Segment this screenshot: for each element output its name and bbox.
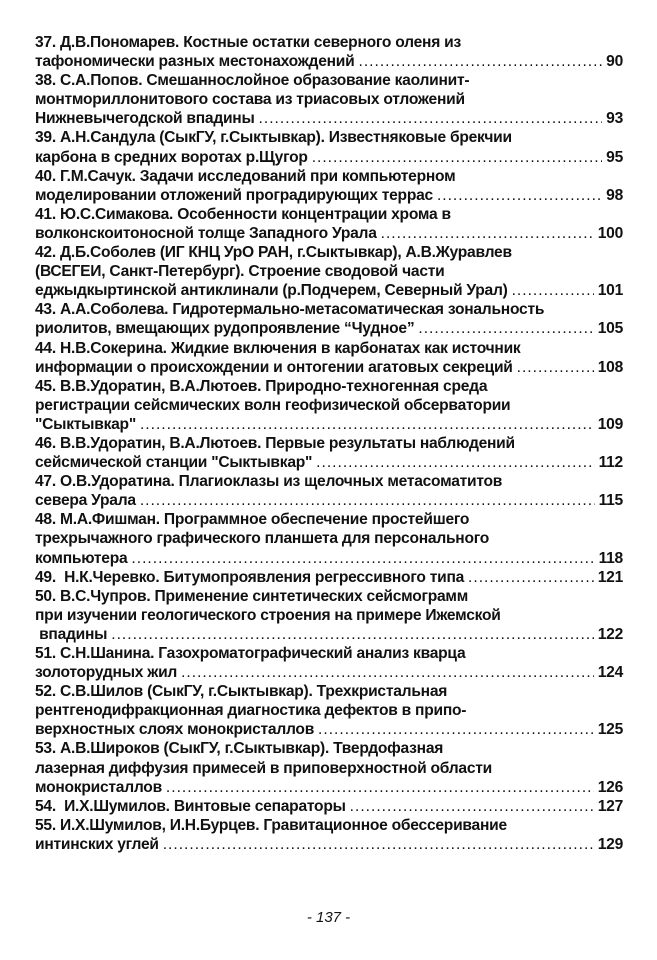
toc-entry-last-line [35, 491, 623, 510]
entry-text: 47. О.В.Удоратина. Плагиоклазы из щелочных метасоматитов [35, 473, 503, 491]
entry-text: информации о происхождении и онтогении агатовых секреций [35, 358, 513, 376]
toc-entry-line [35, 339, 623, 358]
entry-page-number: 115 [598, 492, 623, 510]
entry-page-number: 100 [597, 224, 623, 242]
entry-page-number: 125 [597, 721, 623, 739]
entry-text: 55. И.Х.Шумилов, И.Н.Бурцев. Гравитационное обессеривание [35, 816, 507, 834]
entry-text: тафономически разных местонахождений [35, 53, 355, 71]
toc-entry [35, 300, 623, 338]
leader-dots [140, 415, 594, 434]
toc-entry [35, 167, 623, 205]
entry-text: 49. Н.К.Черевко. Битумопроявления регрессивного типа [35, 568, 465, 586]
leader-dots [312, 148, 602, 167]
toc-entry [35, 797, 623, 816]
toc-entry-last-line [35, 835, 623, 854]
toc-entry-last-line [35, 453, 623, 472]
entry-text: 42. Д.Б.Соболев (ИГ КНЦ УрО РАН, г.Сыктывкар), А.В.Журавлев [35, 244, 512, 262]
toc-entry-last-line [35, 625, 623, 644]
entry-text: 53. А.В.Широков (СыкГУ, г.Сыктывкар). Твердофазная [35, 740, 444, 758]
toc-entry [35, 568, 623, 587]
entry-text: севера Урала [35, 492, 136, 510]
leader-dots [318, 720, 594, 739]
entry-text: 48. М.А.Фишман. Программное обеспечение простейшего [35, 511, 470, 529]
entry-page-number: 118 [598, 549, 623, 567]
leader-dots [111, 625, 593, 644]
entry-text: 39. А.Н.Сандула (СыкГУ, г.Сыктывкар). Известняковые брекчии [35, 129, 512, 147]
entry-text: золоторудных жил [35, 664, 178, 682]
leader-dots [259, 109, 603, 128]
toc-entry [35, 510, 623, 567]
entry-text: 50. В.С.Чупров. Применение синтетических сейсмограмм [35, 587, 468, 605]
leader-dots [381, 224, 594, 243]
entry-page-number: 108 [597, 358, 623, 376]
entry-text: моделировании отложений проградирующих террас [35, 186, 433, 204]
toc-entry-last-line [35, 109, 623, 128]
entry-text: 37. Д.В.Пономарев. Костные остатки северного оленя из [35, 34, 461, 51]
leader-dots [468, 568, 594, 587]
entry-text: впадины [35, 625, 108, 643]
entry-page-number: 101 [597, 282, 623, 300]
toc-entry-line [35, 243, 623, 262]
toc-entry-last-line [35, 549, 623, 568]
toc-entry-line [35, 472, 623, 491]
entry-text: при изучении геологического строения на примере Ижемской [35, 606, 501, 624]
leader-dots [163, 835, 594, 854]
toc-entry [35, 243, 623, 300]
entry-text: монтмориллонитового состава из триасовых отложений [35, 91, 465, 109]
toc-entry [35, 472, 623, 510]
entry-text: 43. А.А.Соболева. Гидротермально-метасоматическая зональность [35, 301, 545, 319]
toc-entry-line [35, 434, 623, 453]
entry-text: монокристаллов [35, 778, 162, 796]
toc-entry-line [35, 816, 623, 835]
table-of-contents [35, 33, 623, 854]
entry-text: интинских углей [35, 835, 159, 853]
entry-page-number: 109 [597, 415, 623, 433]
toc-entry-line [35, 682, 623, 701]
toc-entry [35, 816, 623, 854]
toc-entry-line [35, 701, 623, 720]
toc-entry [35, 71, 623, 128]
toc-entry-line [35, 529, 623, 548]
toc-entry-line [35, 262, 623, 281]
entry-text: компьютера [35, 549, 128, 567]
entry-page-number: 105 [597, 320, 623, 338]
entry-text: (ВСЕГЕИ, Санкт-Петербург). Строение сводовой части [35, 263, 445, 281]
entry-text: риолитов, вмещающих рудопроявление “Чудное” [35, 320, 415, 338]
entry-text: 44. Н.В.Сокерина. Жидкие включения в карбонатах как источник [35, 339, 521, 357]
toc-entry-last-line [35, 415, 623, 434]
toc-entry [35, 644, 623, 682]
leader-dots [181, 663, 594, 682]
entry-page-number: 126 [597, 778, 623, 796]
toc-entry-last-line [35, 319, 623, 338]
toc-entry [35, 682, 623, 739]
entry-text: 45. В.В.Удоратин, В.А.Лютоев. Природно-техногенная среда [35, 377, 488, 395]
entry-text: еджыдкыртинской антиклинали (р.Подчерем, Северный Урал) [35, 282, 508, 300]
entry-page-number: 124 [597, 664, 623, 682]
leader-dots [358, 52, 602, 71]
toc-entry-line [35, 396, 623, 415]
entry-text: 41. Ю.С.Симакова. Особенности концентрации хрома в [35, 205, 451, 223]
entry-page-number: 121 [597, 568, 623, 586]
entry-text: карбона в средних воротах р.Щугор [35, 148, 308, 166]
toc-entry-last-line [35, 52, 623, 71]
toc-entry-last-line [35, 720, 623, 739]
toc-entry [35, 377, 623, 434]
toc-entry-line [35, 90, 623, 109]
toc-entry [35, 128, 623, 166]
entry-page-number: 95 [606, 148, 623, 166]
entry-text: 52. С.В.Шилов (СыкГУ, г.Сыктывкар). Трехкристальная [35, 683, 448, 701]
toc-entry-line [35, 739, 623, 758]
toc-entry-line [35, 167, 623, 186]
entry-page-number: 98 [606, 186, 623, 204]
entry-text: трехрычажного графического планшета для персонального [35, 530, 490, 548]
leader-dots [140, 491, 595, 510]
entry-text: верхностных слоях монокристаллов [35, 721, 315, 739]
entry-text: волконскоитоносной толще Западного Урала [35, 224, 377, 242]
toc-entry-line [35, 33, 623, 52]
toc-entry [35, 739, 623, 796]
toc-entry-last-line [35, 358, 623, 377]
toc-entry [35, 339, 623, 377]
toc-entry-line [35, 587, 623, 606]
toc-entry-line [35, 377, 623, 396]
entry-text: "Сыктывкар" [35, 415, 136, 433]
toc-entry-line [35, 510, 623, 529]
toc-entry-line [35, 644, 623, 663]
entry-page-number: 93 [606, 110, 623, 128]
toc-entry [35, 205, 623, 243]
entry-page-number: 122 [597, 625, 623, 643]
leader-dots [166, 778, 594, 797]
toc-entry-last-line [35, 568, 623, 587]
entry-text: лазерная диффузия примесей в приповерхностной области [35, 759, 492, 777]
page-number: - 137 - [306, 909, 351, 926]
entry-text: 46. В.В.Удоратин, В.А.Лютоев. Первые результаты наблюдений [35, 434, 515, 452]
entry-text: рентгенодифракционная диагностика дефектов в припо- [35, 702, 467, 720]
entry-text: 54. И.Х.Шумилов. Винтовые сепараторы [35, 797, 346, 815]
leader-dots [131, 549, 594, 568]
toc-entry [35, 434, 623, 472]
toc-entry-last-line [35, 778, 623, 797]
toc-entry-line [35, 128, 623, 147]
toc-entry-line [35, 759, 623, 778]
toc-entry-last-line [35, 663, 623, 682]
toc-entry-last-line [35, 281, 623, 300]
entry-page-number: 112 [598, 454, 623, 472]
entry-page-number: 127 [597, 797, 623, 815]
entry-text: 51. С.Н.Шанина. Газохроматографический анализ кварца [35, 645, 466, 662]
entry-page-number: 129 [597, 835, 623, 853]
toc-entry-line [35, 205, 623, 224]
entry-text: регистрации сейсмических волн геофизической обсерватории [35, 396, 511, 414]
entry-text: 40. Г.М.Сачук. Задачи исследований при компьютерном [35, 167, 456, 185]
leader-dots [437, 186, 602, 205]
toc-entry-last-line [35, 797, 623, 816]
toc-entry-line [35, 300, 623, 319]
leader-dots [316, 453, 594, 472]
entry-text: сейсмической станции "Сыктывкар" [35, 454, 313, 472]
leader-dots [517, 358, 594, 377]
toc-entry-last-line [35, 224, 623, 243]
leader-dots [350, 797, 594, 816]
entry-text: 38. С.А.Попов. Смешаннослойное образование каолинит- [35, 72, 470, 90]
toc-entry-line [35, 71, 623, 90]
toc-entry [35, 33, 623, 71]
entry-text: Нижневычегодской впадины [35, 110, 255, 128]
toc-entry-last-line [35, 186, 623, 205]
entry-page-number: 90 [606, 53, 623, 71]
leader-dots [512, 281, 594, 300]
toc-entry [35, 587, 623, 644]
leader-dots [418, 319, 593, 338]
toc-entry-line [35, 606, 623, 625]
toc-entry-last-line [35, 148, 623, 167]
